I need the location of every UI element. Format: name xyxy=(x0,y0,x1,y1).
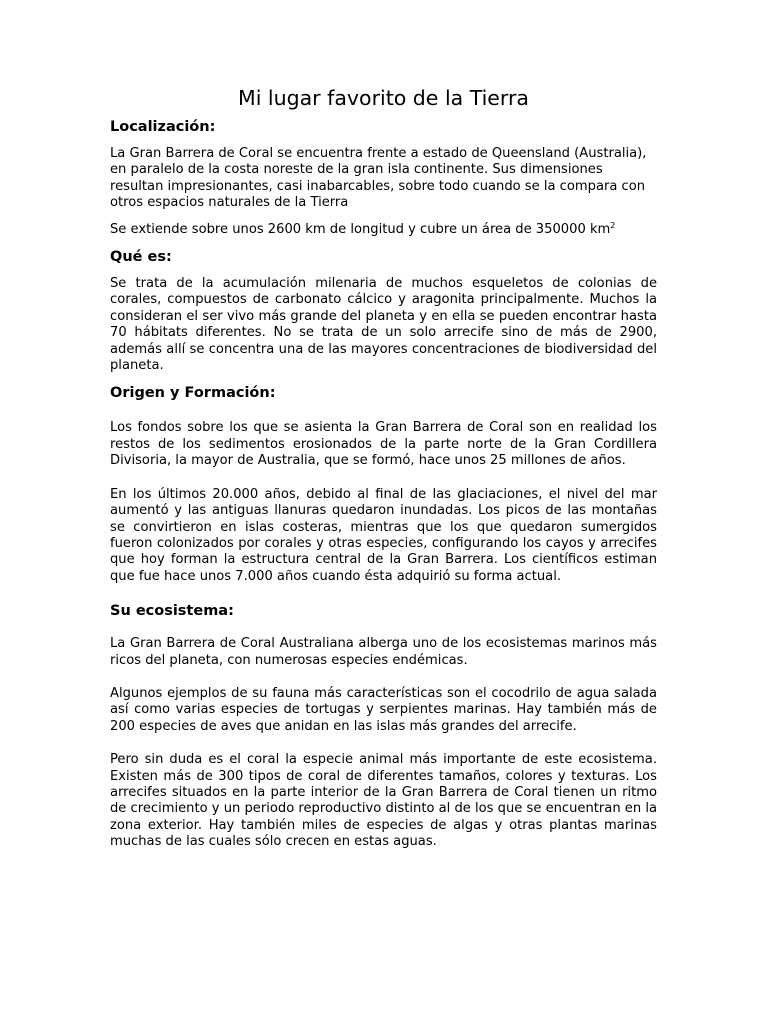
paragraph-localizacion-2 xyxy=(110,222,657,238)
section-heading-origen: Origen y Formación: xyxy=(110,385,276,402)
document-page xyxy=(110,84,657,851)
paragraph-ecosistema-1: La Gran Barrera de Coral Australiana alberga uno de los ecosistemas marinos más ricos del planeta, con numerosas especies endémicas. xyxy=(110,636,657,668)
document-title: Mi lugar favorito de la Tierra xyxy=(238,86,529,110)
paragraph-origen-1: Los fondos sobre los que se asienta la Gran Barrera de Coral son en realidad los restos de los sedimentos erosionados de la parte norte de la Gran Cordillera Divisoria, la mayor de Australia, que se formó, hace unos 25 millones de años. xyxy=(110,420,657,469)
paragraph-localizacion-1: La Gran Barrera de Coral se encuentra frente a estado de Queensland (Australia), en paralelo de la costa noreste de la gran isla continente. Sus dimensiones resultan impresionantes, casi inabarcables, sobre todo cuando se la compara con otros espacios naturales de la Tierra xyxy=(110,146,647,211)
km-superscript: 2 xyxy=(610,220,616,230)
paragraph-ecosistema-3: Pero sin duda es el coral la especie animal más importante de este ecosistema. Existen más de 300 tipos de coral de diferentes tamaños, colores y texturas. Los arrecifes situados en la parte interior de la Gran Barrera de Coral tienen un ritmo de crecimiento y un periodo reproductivo distinto al de los que se encuentran en la zona exterior. Hay también miles de especies de algas y otras plantas marinas muchas de las cuales sólo crecen en estas aguas. xyxy=(110,752,657,850)
section-heading-ecosistema: Su ecosistema: xyxy=(110,603,234,620)
paragraph-origen-2: En los últimos 20.000 años, debido al final de las glaciaciones, el nivel del mar aumentó y las antiguas llanuras quedaron inundadas. Los picos de las montañas se convirtieron en islas costeras, mientras que los que quedaron sumergidos fueron colonizados por corales y otras especies, configurando los cayos y arrecifes que hoy forman la estructura central de la Gran Barrera. Los científicos estiman que fue hace unos 7.000 años cuando ésta adquirió su forma actual. xyxy=(110,486,657,584)
paragraph-localizacion-2-text: Se extiende sobre unos 2600 km de longitud y cubre un área de 350000 km xyxy=(110,221,611,237)
paragraph-que-es-1: Se trata de la acumulación milenaria de muchos esqueletos de colonias de corales, compuestos de carbonato cálcico y aragonita principalmente. Muchos la consideran el ser vivo más grande del planeta y en ella se pueden encontrar hasta 70 hábitats diferentes. No se trata de un solo arrecife sino de más de 2900, además allí se concentra una de las mayores concentraciones de biodiversidad del planeta. xyxy=(110,276,657,374)
section-heading-localizacion: Localización: xyxy=(110,119,216,135)
section-heading-que-es: Qué es: xyxy=(110,249,172,266)
paragraph-ecosistema-2: Algunos ejemplos de su fauna más características son el cocodrilo de agua salada así como varias especies de tortugas y serpientes marinas. Hay también más de 200 especies de aves que anidan en las islas más grandes del arrecife. xyxy=(110,685,657,734)
